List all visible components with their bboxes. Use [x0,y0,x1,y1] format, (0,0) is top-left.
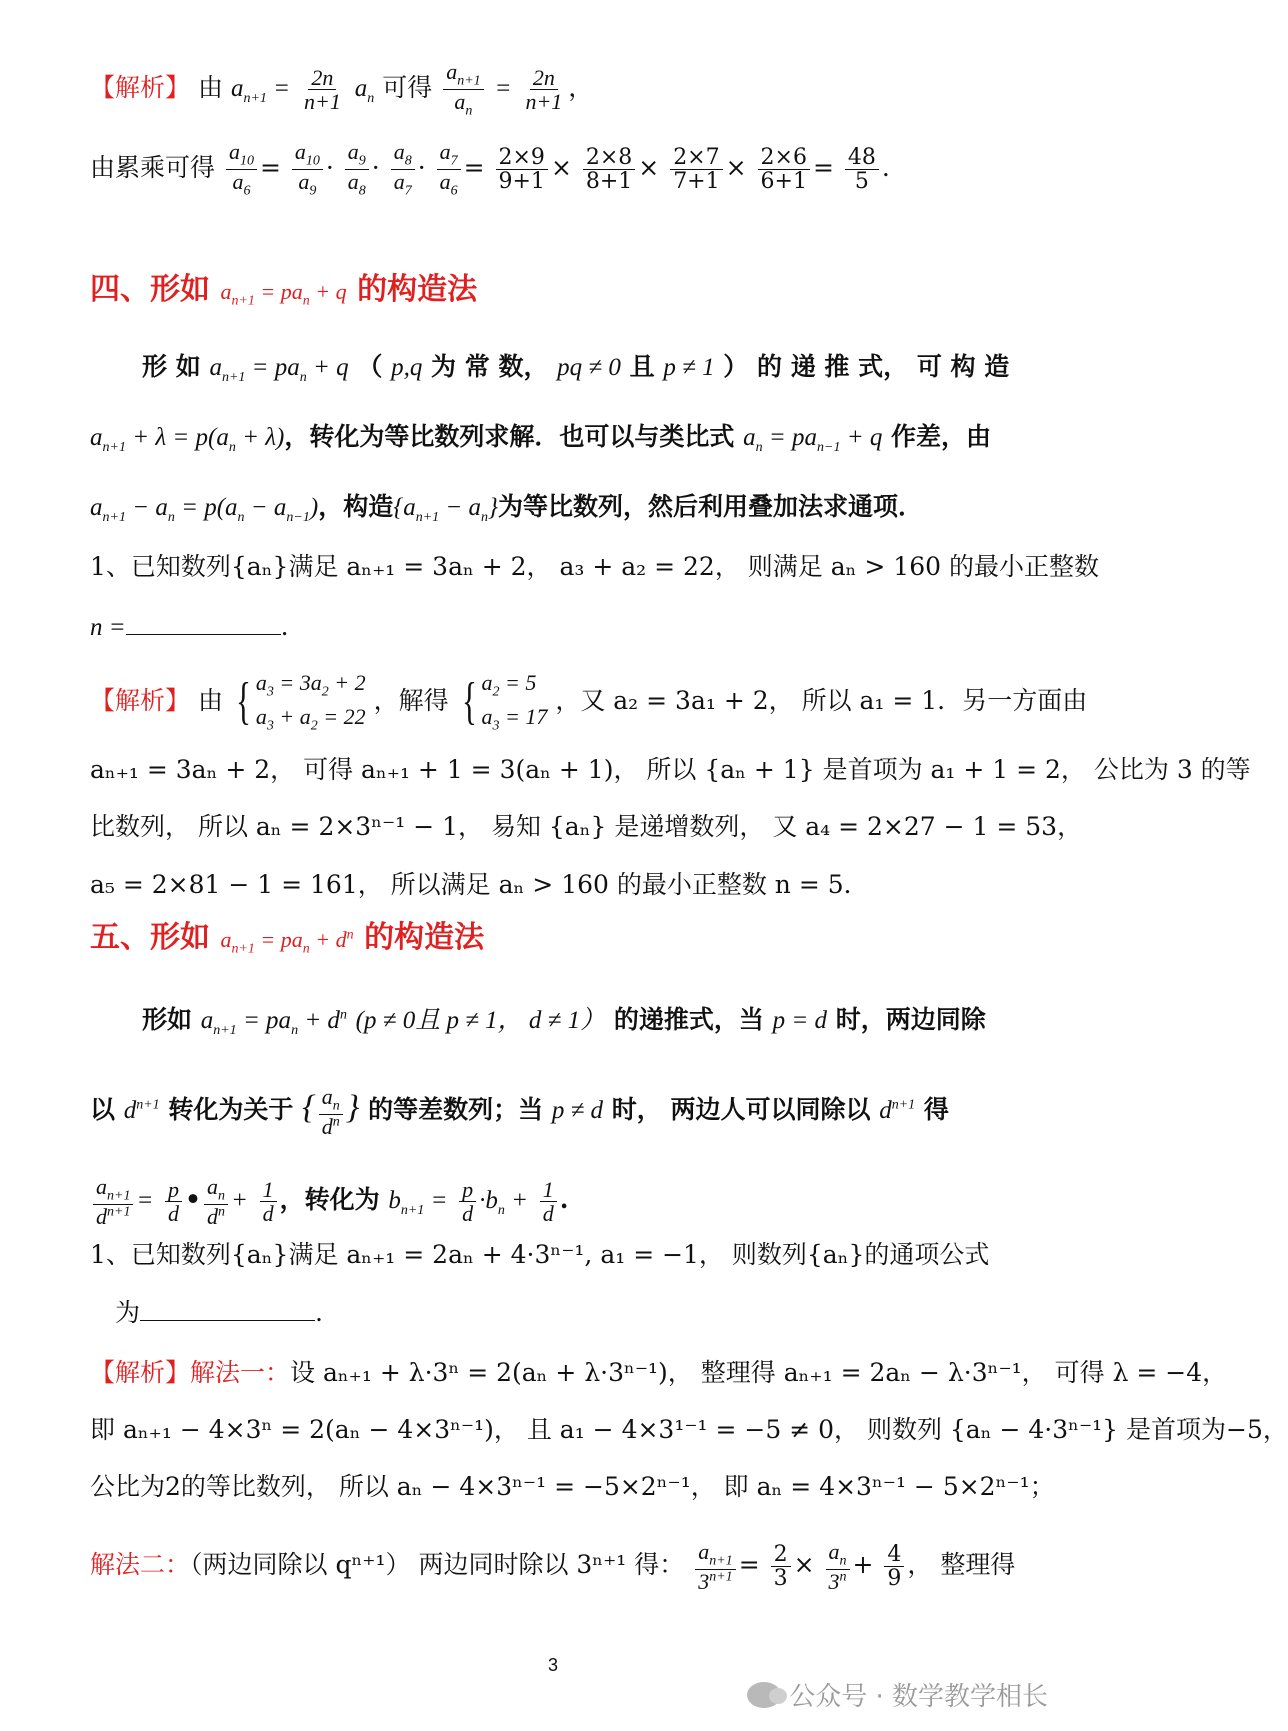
question-2: 1、已知数列{aₙ}满足 aₙ₊₁ = 2aₙ + 4·3ⁿ⁻¹, a₁ = −1， 则数列{aₙ}的通项公式 [90,1240,990,1269]
solution-1-line2: aₙ₊₁ = 3aₙ + 2， 可得 aₙ₊₁ + 1 = 3(aₙ + 1)， 所以 {aₙ + 1} 是首项为 a₁ + 1 = 2， 公比为 3 的等 [90,755,1251,784]
para5-line1: 形如 $a_{n+1} = pa_n + d^n$ (p ≠ 0且 p ≠ 1， d ≠ 1） 的递推式，当 p = d 时，两边同除 [142,1005,986,1038]
para4-line1: 形 如 $a_{n+1} = pa_n + q$ （ p,q 为 常 数， pq ≠ 0 且 p ≠ 1 ） 的 递 推 式， 可 构 造 [142,352,1010,385]
analysis-line-1: 【解析】 由 $a_{n+1}$ = $\frac{2n}{n+1}$ $a_n$ 可得 $\frac{a_{n+1}}{a_n}$ = $\frac{2n}{n+1}$ ， [90,59,594,119]
page-number: 3 [548,1655,559,1675]
solution-2-line3: 公比为2的等比数列， 所以 aₙ − 4×3ⁿ⁻¹ = −5×2ⁿ⁻¹， 即 aₙ = 4×3ⁿ⁻¹ − 5×2ⁿ⁻¹； [90,1472,1055,1501]
answer-blank-2: 为 . [115,1298,323,1327]
solution-1-line1: 【解析】 由 { $a_3 = 3a_2 + 2$ $a_3 + a_2 = 22$ ，解得 { $a_2 = 5$ $a_3 = 17$ ，又 a₂ = 3a₁ + 2， 所以 a₁ = 1．另一方面由 [90,670,1088,734]
analysis-label: 【解析】 [90,73,191,103]
watermark: 公众号 · 数学教学相长 [747,1676,1048,1713]
section-heading-5: 五、形如 $a_{n+1} = pa_n + d^n$ 的构造法 [90,920,485,957]
solution-1-line4: a₅ = 2×81 − 1 = 161， 所以满足 aₙ > 160 的最小正整数 n = 5． [90,870,869,899]
para5-line2: 以 $d^{n+1}$ 转化为关于 { $\frac{a_n}{d^n}$ } 的等差数列；当 p ≠ d 时， 两边人可以同除以 $d^{n+1}$ 得 [90,1084,949,1140]
para4-line3: $a_{n+1} - a_n = p(a_n - a_{n-1})$，构造$\{a_{n+1} - a_n\}$为等比数列，然后利用叠加法求通项． [90,492,924,525]
para4-line2: $a_{n+1} + \lambda = p(a_n + \lambda)$，转化为等比数列求解．也可以与类比式 $a_n = pa_{n-1} + q$ 作差，由 [90,422,992,455]
section-heading-4: 四、形如 $a_{n+1} = pa_n + q$ 的构造法 [90,272,478,309]
para5-line3: $\frac{a_{n+1}}{d^{n+1}}$ = $\frac{p}{d}$ • $\frac{a_n}{d^n}$ + $\frac{1}{d}$ ，转化为 $b_{n+1}$ = $\frac{p}{d}$ $\cdot b_n$ + $\frac{1}{d}$ . [90,1175,568,1228]
blank-line[interactable] [140,1298,315,1321]
blank-line[interactable] [126,612,281,635]
wechat-icon [747,1682,781,1708]
solution-2-line1: 【解析】解法一：设 aₙ₊₁ + λ·3ⁿ = 2(aₙ + λ·3ⁿ⁻¹)， 整理得 aₙ₊₁ = 2aₙ − λ·3ⁿ⁻¹， 可得 λ = −4， [90,1358,1228,1387]
method-2-line: 解法二：（两边同除以 qⁿ⁺¹） 两边同时除以 3ⁿ⁺¹ 得： $\frac{a_{n+1}}{3^{n+1}}$ = $\frac{2}{3}$ × $\frac{a_n}{3^n}$ + $\frac{4}{9}$ ， 整理得 [90,1539,1016,1595]
question-1: 1、已知数列{aₙ}满足 aₙ₊₁ = 3aₙ + 2， a₃ + a₂ = 22， 则满足 aₙ > 160 的最小正整数 [90,552,1099,581]
solution-1-line3: 比数列， 所以 aₙ = 2×3ⁿ⁻¹ − 1， 易知 {aₙ} 是递增数列， 又 a₄ = 2×27 − 1 = 53， [90,812,1083,841]
solution-2-line2: 即 aₙ₊₁ − 4×3ⁿ = 2(aₙ − 4×3ⁿ⁻¹)， 且 a₁ − 4×3¹⁻¹ = −5 ≠ 0， 则数列 {aₙ − 4·3ⁿ⁻¹} 是首项为−5， [90,1415,1288,1444]
answer-blank-1: n = . [90,612,289,641]
cumulative-product-line: 由累乘可得 $\frac{a_{10}}{a_6}$ = $\frac{a_{10}}{a_9}$ · $\frac{a_9}{a_8}$ · $\frac{a_8}{a_7}$ · $\frac{a_7}{a_6}$ = $\frac{2\times 9}{9+1}$ × $\frac{2\times 8}{8+1}$ × $\frac{2\times 7}{7+1}$ × $\frac{2\times 6}{6+1}$ = $\frac{48}{5}$ . [90,139,890,199]
